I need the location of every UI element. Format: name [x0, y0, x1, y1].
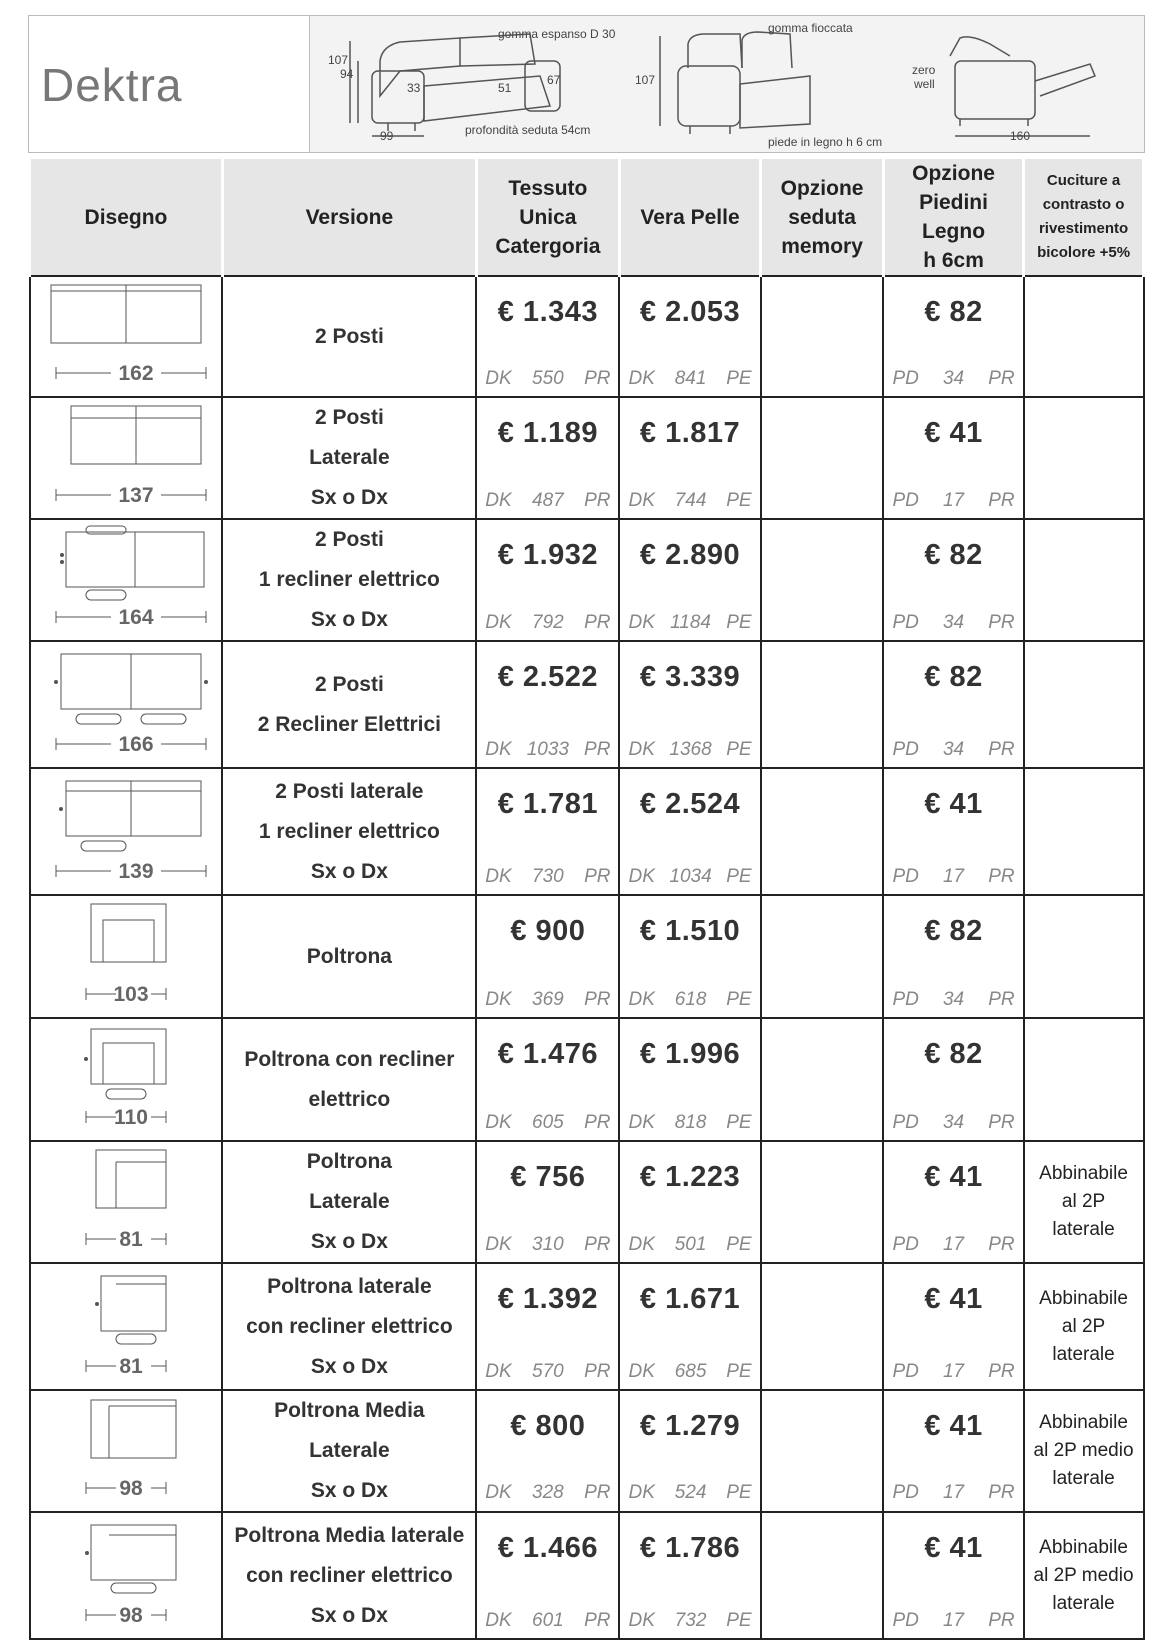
- pelle-cell: [619, 641, 760, 768]
- sofa-plan-icon: [31, 1513, 221, 1633]
- product-code: PD 34 PR: [892, 738, 1015, 760]
- pelle-cell: [619, 1390, 760, 1512]
- version-line: 2 Posti: [314, 528, 384, 551]
- product-code: PD 17 PR: [892, 1360, 1015, 1382]
- header-memory: Opzione seduta memory: [761, 159, 884, 276]
- version-line: Poltrona Media: [274, 1399, 425, 1422]
- drawing-cell: [30, 895, 223, 1018]
- svg-text:107: 107: [328, 53, 349, 67]
- memory-cell: [761, 1512, 884, 1639]
- pelle-cell: [619, 1141, 760, 1263]
- product-code: DK 618 PE: [628, 988, 752, 1010]
- piedini-price: € 82: [924, 295, 983, 328]
- tessuto-price: € 1.932: [497, 538, 599, 571]
- table-row: [30, 1018, 1144, 1141]
- memory-cell: [761, 1390, 884, 1512]
- note-line: Abbinabile: [1039, 1287, 1128, 1309]
- tessuto-price: € 1.343: [497, 295, 599, 328]
- version-line: 2 Posti laterale: [275, 779, 424, 803]
- version-line: Sx o Dx: [310, 608, 388, 631]
- width-label: 103: [113, 983, 149, 1006]
- price-table: [28, 159, 1145, 1640]
- piedini-cell: [883, 519, 1023, 641]
- piedini-cell: [883, 1018, 1023, 1141]
- tessuto-price: € 1.466: [497, 1531, 599, 1564]
- memory-cell: [761, 276, 884, 397]
- tessuto-price: € 1.781: [497, 787, 599, 820]
- sofa-front-labels: [328, 27, 616, 143]
- svg-text:well: well: [914, 77, 935, 91]
- piedini-price: € 82: [924, 914, 983, 947]
- piedini-price: € 41: [924, 416, 983, 449]
- sofa-side-labels: [635, 21, 882, 149]
- pelle-price: € 1.510: [639, 914, 741, 947]
- piedini-price: € 82: [924, 1037, 983, 1070]
- version-line: Poltrona: [306, 944, 392, 968]
- product-code: DK 605 PR: [485, 1111, 611, 1133]
- sofa-plan-icon: [31, 1392, 221, 1506]
- header-tessuto: Tessuto Unica Catergoria: [476, 159, 619, 276]
- note-line: al 2P medio: [1033, 1440, 1134, 1461]
- product-code: DK 685 PE: [628, 1360, 752, 1382]
- header-versione: Versione: [222, 159, 476, 276]
- brand-box: [29, 16, 310, 152]
- version-line: Poltrona con recliner: [244, 1047, 455, 1071]
- version-line: Laterale: [309, 446, 390, 469]
- width-label: 81: [119, 1228, 143, 1251]
- table-row: [30, 519, 1144, 641]
- svg-text:160: 160: [1010, 129, 1031, 143]
- drawing-cell: [30, 1390, 223, 1512]
- table-row: [30, 895, 1144, 1018]
- tessuto-price: € 800: [510, 1410, 586, 1442]
- sofa-plan-icon: [31, 1142, 221, 1257]
- sofa-plan-icon: [31, 769, 221, 889]
- pelle-price: € 2.524: [639, 787, 741, 820]
- svg-text:profondità seduta 54cm: profondità seduta 54cm: [465, 123, 591, 137]
- note-cell: [1024, 1512, 1144, 1639]
- tessuto-cell: [476, 519, 619, 641]
- table-row: [30, 397, 1144, 519]
- note-cell: [1024, 1018, 1144, 1141]
- piedini-cell: [883, 641, 1023, 768]
- product-code: PD 17 PR: [892, 1482, 1015, 1503]
- drawing-cell: [30, 397, 223, 519]
- version-line: Sx o Dx: [310, 1479, 388, 1502]
- tessuto-cell: [476, 1141, 619, 1263]
- pelle-cell: [619, 1263, 760, 1390]
- width-label: 137: [118, 484, 154, 507]
- note-cell: [1024, 1390, 1144, 1512]
- version-line: Sx o Dx: [310, 1354, 388, 1378]
- product-code: PD 17 PR: [892, 1233, 1015, 1255]
- version-line: Laterale: [309, 1190, 390, 1213]
- piedini-cell: [883, 768, 1023, 895]
- product-code: DK 570 PR: [485, 1360, 611, 1382]
- product-code: PD 34 PR: [892, 367, 1015, 389]
- product-code: PD 34 PR: [892, 988, 1015, 1010]
- tessuto-cell: [476, 768, 619, 895]
- memory-cell: [761, 641, 884, 768]
- note-cell: [1024, 397, 1144, 519]
- memory-cell: [761, 1263, 884, 1390]
- memory-cell: [761, 1018, 884, 1141]
- tessuto-cell: [476, 397, 619, 519]
- note-line: laterale: [1052, 1219, 1115, 1240]
- version-cell: [222, 519, 476, 641]
- tessuto-price: € 1.476: [497, 1037, 599, 1070]
- product-code: DK 524 PE: [628, 1482, 752, 1503]
- product-code: DK 328 PR: [485, 1482, 611, 1503]
- version-line: 2 Posti: [314, 324, 384, 348]
- header-piedini: Opzione Piedini Legno h 6cm: [883, 159, 1023, 276]
- version-cell: [222, 1390, 476, 1512]
- recliner-labels: [912, 63, 1030, 143]
- pelle-price: € 1.786: [639, 1531, 741, 1564]
- tessuto-price: € 1.189: [497, 416, 599, 449]
- svg-text:zero: zero: [912, 63, 936, 77]
- svg-text:gomma espanso D 30: gomma espanso D 30: [498, 27, 616, 41]
- product-code: DK 732 PE: [628, 1609, 752, 1631]
- pelle-price: € 2.890: [639, 538, 741, 571]
- tessuto-cell: [476, 1512, 619, 1639]
- note-line: al 2P: [1061, 1315, 1106, 1337]
- pelle-price: € 1.817: [639, 416, 741, 449]
- width-label: 139: [118, 860, 154, 883]
- drawing-cell: [30, 1141, 223, 1263]
- version-cell: [222, 768, 476, 895]
- pelle-price: € 1.279: [639, 1410, 741, 1442]
- sofa-plan-icon: [31, 398, 221, 513]
- pelle-cell: [619, 397, 760, 519]
- piedini-price: € 41: [924, 1531, 983, 1564]
- memory-cell: [761, 397, 884, 519]
- header-disegno: Disegno: [30, 159, 223, 276]
- version-cell: [222, 895, 476, 1018]
- width-label: 81: [119, 1355, 143, 1378]
- width-label: 162: [118, 362, 154, 385]
- version-line: Poltrona Media laterale: [234, 1523, 465, 1547]
- width-label: 166: [118, 733, 154, 756]
- recliner-view: [950, 37, 1095, 136]
- sofa-plan-icon: [31, 642, 221, 762]
- tessuto-price: € 900: [510, 914, 586, 947]
- version-line: elettrico: [308, 1087, 391, 1111]
- version-cell: [222, 276, 476, 397]
- note-line: laterale: [1052, 1468, 1115, 1489]
- memory-cell: [761, 768, 884, 895]
- note-cell: [1024, 895, 1144, 1018]
- tessuto-price: € 756: [510, 1160, 586, 1193]
- version-line: Poltrona: [306, 1150, 392, 1173]
- product-code: PD 17 PR: [892, 489, 1015, 511]
- version-line: Sx o Dx: [310, 1603, 388, 1627]
- product-code: DK 792 PR: [485, 611, 611, 633]
- memory-cell: [761, 1141, 884, 1263]
- version-cell: [222, 1512, 476, 1639]
- pelle-price: € 2.053: [639, 295, 741, 328]
- note-line: al 2P: [1061, 1191, 1106, 1212]
- product-diagram: [310, 16, 1144, 152]
- version-cell: [222, 397, 476, 519]
- sofa-plan-icon: [31, 1019, 221, 1135]
- tessuto-price: € 1.392: [497, 1282, 599, 1315]
- pelle-price: € 1.996: [639, 1037, 741, 1070]
- drawing-cell: [30, 1512, 223, 1639]
- tessuto-cell: [476, 641, 619, 768]
- header-vera-pelle: Vera Pelle: [619, 159, 760, 276]
- version-line: 2 Recliner Elettrici: [257, 712, 441, 736]
- version-line: 2 Posti: [314, 406, 384, 429]
- piedini-cell: [883, 1512, 1023, 1639]
- tessuto-cell: [476, 276, 619, 397]
- pelle-price: € 1.671: [639, 1282, 741, 1315]
- svg-text:67: 67: [547, 73, 561, 87]
- table-row: [30, 1390, 1144, 1512]
- version-cell: [222, 1018, 476, 1141]
- pelle-price: € 3.339: [639, 660, 741, 693]
- memory-cell: [761, 519, 884, 641]
- svg-text:94: 94: [340, 67, 354, 81]
- tessuto-cell: [476, 1263, 619, 1390]
- product-name: Dektra: [41, 59, 183, 111]
- drawing-cell: [30, 519, 223, 641]
- drawing-cell: [30, 276, 223, 397]
- drawing-cell: [30, 1263, 223, 1390]
- piedini-cell: [883, 1141, 1023, 1263]
- sofa-plan-icon: [31, 896, 221, 1012]
- piedini-price: € 41: [924, 1282, 983, 1315]
- version-line: 2 Posti: [314, 672, 384, 696]
- version-line: con recliner elettrico: [246, 1563, 453, 1587]
- drawing-cell: [30, 768, 223, 895]
- version-line: Laterale: [309, 1439, 390, 1462]
- sofa-dimension-drawing: [310, 16, 1144, 152]
- sofa-plan-icon: [31, 520, 221, 635]
- note-line: al 2P medio: [1033, 1564, 1134, 1586]
- svg-text:99: 99: [380, 129, 394, 143]
- sofa-front-view: [350, 34, 560, 136]
- price-table-body: [30, 276, 1144, 1639]
- piedini-price: € 82: [924, 538, 983, 571]
- product-code: DK 1184 PE: [628, 611, 752, 633]
- product-code: DK 601 PR: [485, 1609, 611, 1631]
- product-code: PD 17 PR: [892, 1609, 1015, 1631]
- piedini-cell: [883, 276, 1023, 397]
- product-code: DK 369 PR: [485, 988, 611, 1010]
- product-code: DK 841 PE: [628, 367, 752, 389]
- drawing-cell: [30, 1018, 223, 1141]
- product-code: DK 1034 PE: [628, 865, 752, 887]
- table-row: [30, 641, 1144, 768]
- piedini-cell: [883, 895, 1023, 1018]
- product-code: PD 17 PR: [892, 865, 1015, 887]
- pelle-cell: [619, 519, 760, 641]
- svg-text:33: 33: [407, 81, 421, 95]
- note-cell: [1024, 1263, 1144, 1390]
- note-line: laterale: [1052, 1343, 1115, 1365]
- version-line: Sx o Dx: [310, 1230, 388, 1253]
- pelle-cell: [619, 895, 760, 1018]
- header-cuciture: Cuciture a contrasto o rivestimento bicolore +5%: [1024, 159, 1144, 276]
- piedini-price: € 41: [924, 787, 983, 820]
- note-line: laterale: [1052, 1592, 1115, 1614]
- note-cell: [1024, 641, 1144, 768]
- width-label: 164: [118, 606, 154, 629]
- product-code: DK 818 PE: [628, 1111, 752, 1133]
- pelle-cell: [619, 768, 760, 895]
- product-code: DK 501 PE: [628, 1233, 752, 1255]
- version-line: Poltrona laterale: [267, 1274, 432, 1298]
- tessuto-cell: [476, 895, 619, 1018]
- note-cell: [1024, 768, 1144, 895]
- product-code: DK 1033 PR: [485, 738, 611, 760]
- product-code: PD 34 PR: [892, 1111, 1015, 1133]
- piedini-price: € 41: [924, 1160, 983, 1193]
- tessuto-cell: [476, 1018, 619, 1141]
- pelle-price: € 1.223: [639, 1160, 741, 1193]
- svg-text:gomma fioccata: gomma fioccata: [768, 21, 853, 35]
- drawing-cell: [30, 641, 223, 768]
- version-line: con recliner elettrico: [246, 1314, 453, 1338]
- piedini-cell: [883, 1263, 1023, 1390]
- tessuto-price: € 2.522: [497, 660, 599, 693]
- version-cell: [222, 1263, 476, 1390]
- table-row: [30, 1512, 1144, 1639]
- note-line: Abbinabile: [1039, 1536, 1128, 1558]
- piedini-price: € 41: [924, 1410, 983, 1442]
- version-cell: [222, 641, 476, 768]
- svg-text:107: 107: [635, 73, 656, 87]
- sofa-plan-icon: [31, 1264, 221, 1384]
- width-label: 110: [114, 1106, 148, 1129]
- table-row: [30, 768, 1144, 895]
- note-cell: [1024, 276, 1144, 397]
- width-label: 98: [119, 1476, 143, 1500]
- width-label: 98: [119, 1604, 143, 1627]
- product-code: DK 550 PR: [485, 367, 611, 389]
- pelle-cell: [619, 276, 760, 397]
- product-banner: [28, 15, 1145, 153]
- product-code: PD 34 PR: [892, 611, 1015, 633]
- piedini-cell: [883, 397, 1023, 519]
- piedini-cell: [883, 1390, 1023, 1512]
- pelle-cell: [619, 1018, 760, 1141]
- product-code: DK 730 PR: [485, 865, 611, 887]
- note-cell: [1024, 1141, 1144, 1263]
- table-row: [30, 1263, 1144, 1390]
- version-line: 1 recliner elettrico: [258, 568, 440, 591]
- product-code: DK 744 PE: [628, 489, 752, 511]
- product-code: DK 1368 PE: [628, 738, 752, 760]
- piedini-price: € 82: [924, 660, 983, 693]
- sofa-side-view: [660, 32, 810, 134]
- version-line: Sx o Dx: [310, 859, 388, 883]
- version-line: 1 recliner elettrico: [258, 819, 440, 843]
- note-line: Abbinabile: [1039, 1412, 1128, 1433]
- table-row: [30, 1141, 1144, 1263]
- svg-text:piede in legno h 6 cm: piede in legno h 6 cm: [768, 135, 883, 149]
- table-row: [30, 276, 1144, 397]
- memory-cell: [761, 895, 884, 1018]
- tessuto-cell: [476, 1390, 619, 1512]
- version-line: Sx o Dx: [310, 486, 388, 509]
- header-row: [30, 159, 1144, 276]
- sofa-plan-icon: [31, 277, 221, 391]
- note-cell: [1024, 519, 1144, 641]
- version-cell: [222, 1141, 476, 1263]
- note-line: Abbinabile: [1039, 1163, 1128, 1184]
- product-code: DK 487 PR: [485, 489, 611, 511]
- svg-text:51: 51: [498, 81, 512, 95]
- pelle-cell: [619, 1512, 760, 1639]
- product-code: DK 310 PR: [485, 1233, 611, 1255]
